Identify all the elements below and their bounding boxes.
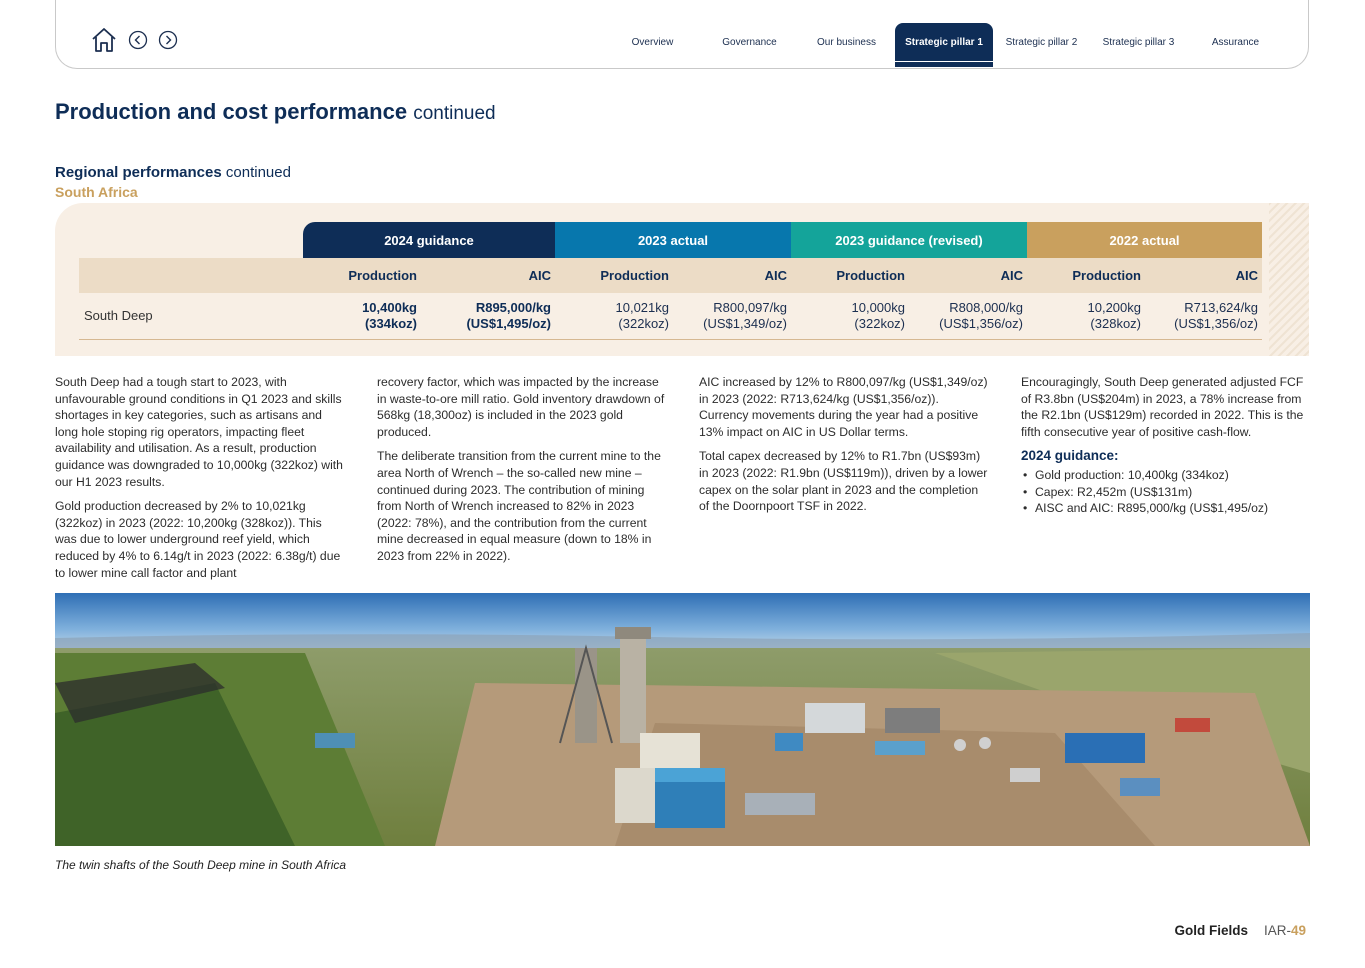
- cell-line-secondary: (334koz): [364, 315, 417, 331]
- table-cell: [909, 293, 1027, 339]
- chevron-left-icon[interactable]: [128, 30, 148, 50]
- table-cell: [1027, 293, 1145, 339]
- tab-our-business[interactable]: Our business: [817, 36, 876, 48]
- home-icon[interactable]: [90, 26, 118, 54]
- column-header: AIC: [421, 258, 555, 293]
- table-subheader-row: [79, 258, 1262, 293]
- cell-line-primary: 10,021kg: [615, 299, 669, 315]
- cell-line-primary: R808,000/kg: [949, 299, 1023, 315]
- cell-line-secondary: (322koz): [618, 315, 669, 331]
- list-item: • Gold production: 10,400kg (334koz): [1021, 467, 1311, 484]
- table-group-header-row: [79, 222, 1262, 258]
- column-header: Production: [555, 258, 673, 293]
- table-row: [79, 293, 1262, 339]
- table-cell: [421, 293, 555, 339]
- group-header-2023-actual: 2023 actual: [555, 222, 791, 258]
- table-corner-cell: [79, 222, 303, 258]
- section-title: [55, 164, 291, 181]
- group-header-2022-actual: 2022 actual: [1027, 222, 1262, 258]
- cell-line-secondary: (US$1,495/oz): [466, 315, 551, 331]
- tab-overview[interactable]: Overview: [631, 36, 674, 48]
- table-subheader-blank: [79, 258, 303, 293]
- column-header: Production: [791, 258, 909, 293]
- top-navigation: [55, 0, 1309, 69]
- table-cell: [555, 293, 673, 339]
- cell-line-secondary: (US$1,356/oz): [1174, 315, 1258, 331]
- paragraph: AIC increased by 12% to R800,097/kg (US$1,349/oz) in 2023 (2022: R713,624/kg (US$1,356/oz)). Currency movements during the year had a positive 13% impact on AIC in US Dollar terms.: [699, 375, 988, 439]
- tab-assurance[interactable]: Assurance: [1211, 36, 1260, 48]
- cell-line-primary: 10,400kg: [362, 299, 417, 315]
- cell-line-primary: R895,000/kg: [475, 299, 551, 315]
- guidance-list: [1021, 467, 1311, 517]
- tab-governance[interactable]: Governance: [722, 36, 777, 48]
- table-cell: [303, 293, 421, 339]
- photo-caption: The twin shafts of the South Deep mine in South Africa: [55, 858, 347, 872]
- paragraph: recovery factor, which was impacted by the increase in waste-to-ore mill ratio. Gold inventory drawdown of 568kg (18,300oz) is included in the 2023 gold produced.: [377, 375, 665, 439]
- page-title: [55, 99, 496, 125]
- tab-strategic-pillar-2[interactable]: Strategic pillar 2: [1005, 36, 1078, 48]
- column-header: Production: [1027, 258, 1145, 293]
- list-item: • Capex: R2,452m (US$131m): [1021, 484, 1311, 501]
- page-footer: [1174, 923, 1306, 938]
- cell-line-primary: R713,624/kg: [1184, 299, 1258, 315]
- page-title-suffix: continued: [413, 103, 496, 124]
- list-item: • AISC and AIC: R895,000/kg (US$1,495/oz): [1021, 500, 1311, 517]
- nav-icon-group: [90, 26, 178, 54]
- chevron-right-icon[interactable]: [158, 30, 178, 50]
- table-cell: [673, 293, 791, 339]
- cell-line-primary: 10,000kg: [851, 299, 905, 315]
- tab-strategic-pillar-1[interactable]: Strategic pillar 1: [895, 23, 993, 61]
- mine-aerial-photo: [55, 593, 1310, 846]
- cell-line-secondary: (US$1,349/oz): [703, 315, 787, 331]
- cell-line-secondary: (328koz): [1090, 315, 1141, 331]
- cell-line-secondary: (US$1,356/oz): [939, 315, 1023, 331]
- row-label: South Deep: [79, 293, 303, 339]
- group-header-2023-guidance-revised: 2023 guidance (revised): [791, 222, 1027, 258]
- footer-brand: Gold Fields: [1174, 923, 1248, 938]
- paragraph: The deliberate transition from the current mine to the area North of Wrench – the so-called new mine – continued during 2023. The contribution of mining from North of Wrench increased to 82% in 2023 (2022: 78%), and the contribution from the current mine decreased in equal measure (down to 18% in 2023 from 22% in 2022).: [377, 449, 661, 563]
- cell-line-primary: 10,200kg: [1087, 299, 1141, 315]
- cell-line-secondary: (322koz): [854, 315, 905, 331]
- cell-line-primary: R800,097/kg: [713, 299, 787, 315]
- text-column-4: [1021, 374, 1311, 517]
- column-header: AIC: [1145, 258, 1262, 293]
- performance-table: [79, 222, 1262, 340]
- page-number-value: 49: [1290, 923, 1306, 938]
- tab-strategic-pillar-3[interactable]: Strategic pillar 3: [1102, 36, 1175, 48]
- guidance-heading: 2024 guidance:: [1021, 448, 1119, 464]
- region-subtitle: South Africa: [55, 184, 138, 200]
- column-header: Production: [303, 258, 421, 293]
- page-title-main: Production and cost performance: [55, 99, 408, 124]
- paragraph: Gold production decreased by 2% to 10,021kg (322koz) in 2023 (2022: 10,200kg (328koz)). This was due to lower underground reef yield, which reduced by 4% to 6.14g/t in 2023 (2022: 6.38g/t) due to lower mine call factor and plant: [55, 499, 341, 580]
- paragraph: Total capex decreased by 12% to R1.7bn (US$93m) in 2023 (2022: R1.9bn (US$119m)), driven by a lower capex on the solar plant in 2023 and the completion of the Doornpoort TSF in 2022.: [699, 449, 988, 514]
- performance-table-panel: [55, 203, 1309, 356]
- column-header: AIC: [909, 258, 1027, 293]
- table-cell: [1145, 293, 1262, 339]
- page-prefix: IAR-: [1263, 923, 1291, 938]
- column-header: AIC: [673, 258, 791, 293]
- paragraph: South Deep had a tough start to 2023, with unfavourable ground conditions in Q1 2023 and skills shortages in key categories, such as artisans and long hole stoping rig operators, impacting fleet availability and utilisation. As a result, production guidance was downgraded to 10,000kg (322koz) with our H1 2023 results.: [55, 375, 343, 489]
- page-number: [1264, 923, 1306, 938]
- paragraph: Encouragingly, South Deep generated adjusted FCF of R3.8bn (US$204m) in 2023, a 78% increase from the R2.1bn (US$129m) recorded in 2022. This is the fifth consecutive year of positive cash-flow.: [1021, 375, 1304, 439]
- table-cell: [791, 293, 909, 339]
- section-title-main: Regional performances: [55, 164, 222, 181]
- nav-tabs: [604, 23, 1284, 69]
- text-column-3: [699, 374, 989, 523]
- section-title-suffix: continued: [225, 164, 291, 181]
- decorative-stripes: [1269, 203, 1309, 356]
- text-column-1: [55, 374, 345, 589]
- text-column-2: [377, 374, 667, 573]
- group-header-2024-guidance: 2024 guidance: [303, 222, 555, 258]
